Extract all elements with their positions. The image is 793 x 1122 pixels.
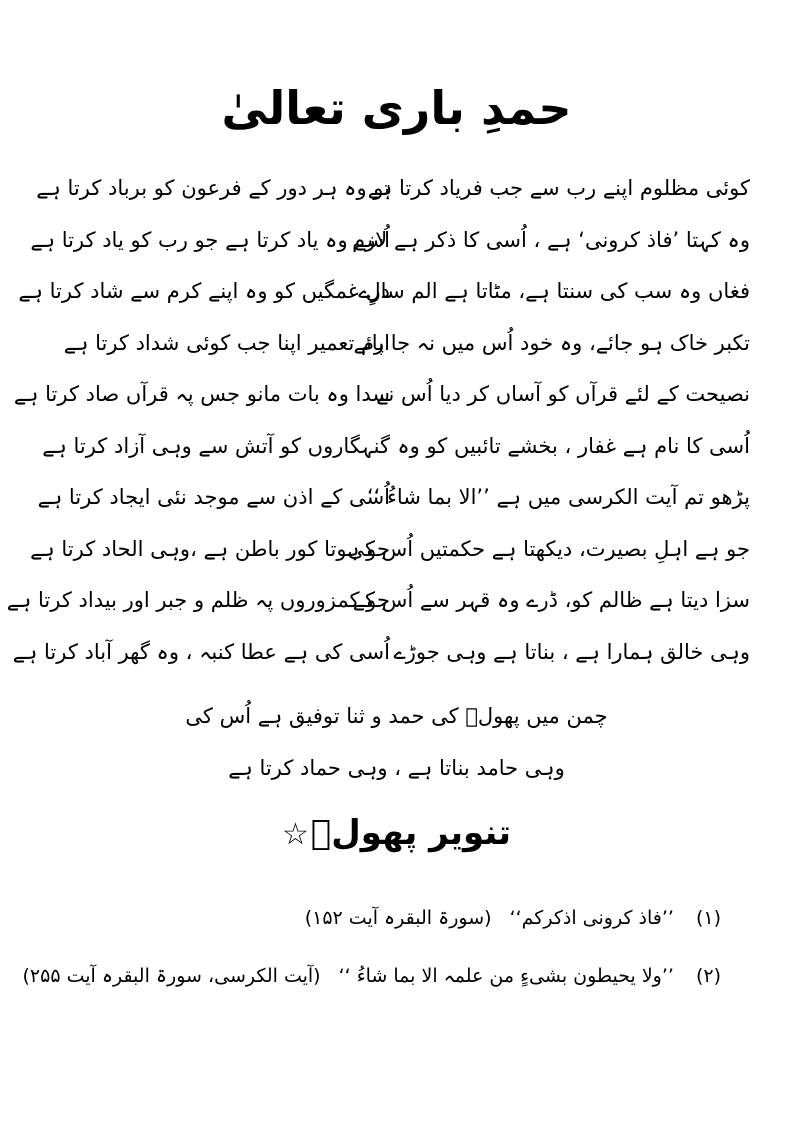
couplet: [18, 271, 750, 323]
couplet: [12, 632, 750, 684]
couplet-first-line: نصیحت کے لئے قرآں کو آساں کر دیا اُس نے: [376, 382, 750, 406]
couplet: [37, 477, 750, 529]
footnote-number: (۲): [695, 965, 721, 987]
footnote-1: [305, 900, 721, 936]
couplet-second-line: ارم تعمیر اپنا جب کوئی شداد کرتا ہے: [63, 330, 390, 355]
couplet-second-line: گنہگاروں کو آتش سے وہی آزاد کرتا ہے: [42, 433, 390, 458]
couplet-second-line: جو ہوتا کور باطن ہے ،وہی الحاد کرتا ہے: [30, 536, 390, 561]
couplet-second-line: سدا وہ بات مانو جس پہ قرآں صاد کرتا ہے: [13, 382, 390, 406]
couplet-first-line: پڑھو تم آیت الکرسی میں ہے ’’الا بما شاءُ ‘‘: [366, 485, 750, 509]
couplet: [42, 426, 750, 478]
couplet-list: [6, 168, 750, 683]
signature-name: تنویر پھولؔ: [310, 813, 512, 853]
poem-title: حمدِ باری تعالیٰ: [221, 81, 572, 135]
footnote-source: (سورۃ البقرہ آیت ۱۵۲): [304, 907, 492, 929]
couplet-first-line: وہ کہتا ’فاذ کرونی‘ ہے ، اُسی کا ذکر ہے لازم: [352, 227, 750, 252]
couplet-first-line: جو ہے اہلِ بصیرت، دیکھتا ہے حکمتیں اُس کی: [347, 536, 750, 561]
couplet: [36, 168, 750, 220]
couplet-first-line: تکبر خاک ہو جائے، وہ خود اُس میں نہ جا پائے: [353, 330, 750, 355]
closing-line-1: چمن میں پھولؔ کی حمد و ثنا توفیق ہے اُس کی: [185, 704, 608, 728]
couplet-first-line: وہی خالق ہمارا ہے ، بناتا ہے وہی جوڑے: [393, 639, 750, 664]
couplet: [6, 580, 750, 632]
closing-line-2: وہی حامد بناتا ہے ، وہی حماد کرتا ہے: [228, 756, 565, 780]
footnote-number: (۱): [695, 907, 721, 929]
couplet: [30, 220, 750, 272]
star-icon: ☆: [281, 817, 309, 852]
footnote-quote: ’’ولا یحیطون بشیءٍ من علمہ الا بما شاءُ ‘‘: [338, 965, 674, 987]
couplet-first-line: کوئی مظلوم اپنے رب سے جب فریاد کرتا ہے: [367, 176, 750, 200]
couplet-second-line: اُسی کی ہے عطا کنبہ ، وہ گھر آباد کرتا ہے: [12, 639, 390, 664]
couplet-second-line: تو وہ ہر دور کے فرعون کو برباد کرتا ہے: [36, 176, 390, 200]
couplet-first-line: اُسی کا نام ہے غفار ، بخشے تائبیں کو وہ: [397, 433, 750, 458]
couplet-first-line: سزا دیتا ہے ظالم کو، ڈرے وہ قہر سے اُس کے: [352, 588, 750, 612]
couplet-second-line: دلِ غمگیں کو وہ اپنے کرم سے شاد کرتا ہے: [18, 279, 390, 303]
footnote-2: [22, 958, 721, 994]
couplet-second-line: اُسے وہ یاد کرتا ہے جو رب کو یاد کرتا ہے: [30, 227, 390, 252]
couplet: [60, 323, 750, 375]
couplet-second-line: اُسی کے اذن سے موجد نئی ایجاد کرتا ہے: [37, 485, 390, 509]
couplet: [30, 529, 750, 581]
footnote-quote: ’’فاذ کرونی اذکرکم‘‘: [509, 907, 674, 929]
couplet-first-line: فغاں وہ سب کی سنتا ہے، مٹاتا ہے الم سارے: [358, 279, 750, 303]
couplet: [13, 374, 750, 426]
footnote-source: (آیت الکرسی، سورۃ البقرہ آیت ۲۵۵): [22, 965, 321, 987]
couplet-second-line: جو کمزوروں پہ ظلم و جبر اور بیداد کرتا ہے: [6, 588, 390, 612]
poet-signature: [0, 808, 793, 860]
